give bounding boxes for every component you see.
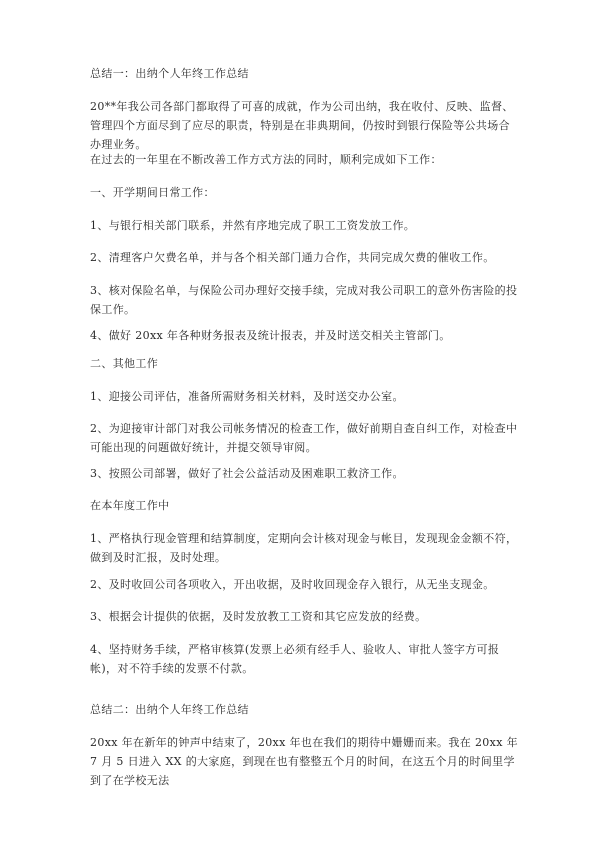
section1-item-1: 1、与银行相关部门联系，并然有序地完成了职工工资发放工作。 bbox=[90, 219, 416, 232]
summary2-title: 总结二：出纳个人年终工作总结 bbox=[90, 703, 249, 716]
section3-item-3: 3、根据会计提供的依据，及时发放教工工资和其它应发放的经费。 bbox=[90, 610, 427, 623]
section2-heading: 二、其他工作 bbox=[90, 357, 159, 370]
section1-item-2: 2、清理客户欠费名单，并与各个相关部门通力合作，共同完成欠费的催收工作。 bbox=[90, 251, 495, 264]
section3-item-2: 2、及时收回公司各项收入，开出收据，及时收回现金存入银行，从无坐支现金。 bbox=[90, 578, 495, 591]
section3-item-1: 1、严格执行现金管理和结算制度，定期向会计核对现金与帐目，发现现金金额不符，做到及时汇报，及时处理。 bbox=[90, 532, 518, 564]
section3-item-4: 4、坚持财务手续，严格审核算(发票上必须有经手人、验收人、审批人签字方可报帐)，对不符手续的发票不付款。 bbox=[90, 643, 500, 675]
section1-item-3: 3、核对保险名单，与保险公司办理好交接手续，完成对我公司职工的意外伤害险的投保工作。 bbox=[90, 284, 518, 316]
section2-item-1: 1、迎接公司评估，准备所需财务相关材料，及时送交办公室。 bbox=[90, 390, 404, 403]
summary2-intro: 20xx 年在新年的钟声中结束了，20xx 年也在我们的期待中姗姗而来。我在 20xx 年 7 月 5 日进入 XX 的大家庭，到现在也有整整五个月的时间，在这五个月的时间里学到了在学校无法 bbox=[90, 736, 518, 787]
section1-item-4: 4、做好 20xx 年各种财务报表及统计报表，并及时送交相关主管部门。 bbox=[90, 329, 451, 342]
summary1-intro: 20**年我公司各部门都取得了可喜的成就，作为公司出纳，我在收付、反映、监督、管理四个方面尽到了应尽的职责，特别是在非典期间，仍按时到银行保险等公共场合办理业务。 bbox=[90, 100, 514, 151]
section3-heading: 在本年度工作中 bbox=[90, 499, 170, 512]
section2-item-3: 3、按照公司部署，做好了社会公益活动及困难职工救济工作。 bbox=[90, 467, 404, 480]
summary1-transition: 在过去的一年里在不断改善工作方式方法的同时，顺利完成如下工作： bbox=[90, 153, 442, 166]
summary1-title: 总结一：出纳个人年终工作总结 bbox=[90, 67, 249, 80]
section2-item-2: 2、为迎接审计部门对我公司帐务情况的检查工作，做好前期自查自纠工作，对检查中可能出现的问题做好统计，并提交领导审阅。 bbox=[90, 422, 518, 454]
section1-heading: 一、开学期间日常工作： bbox=[90, 186, 215, 199]
